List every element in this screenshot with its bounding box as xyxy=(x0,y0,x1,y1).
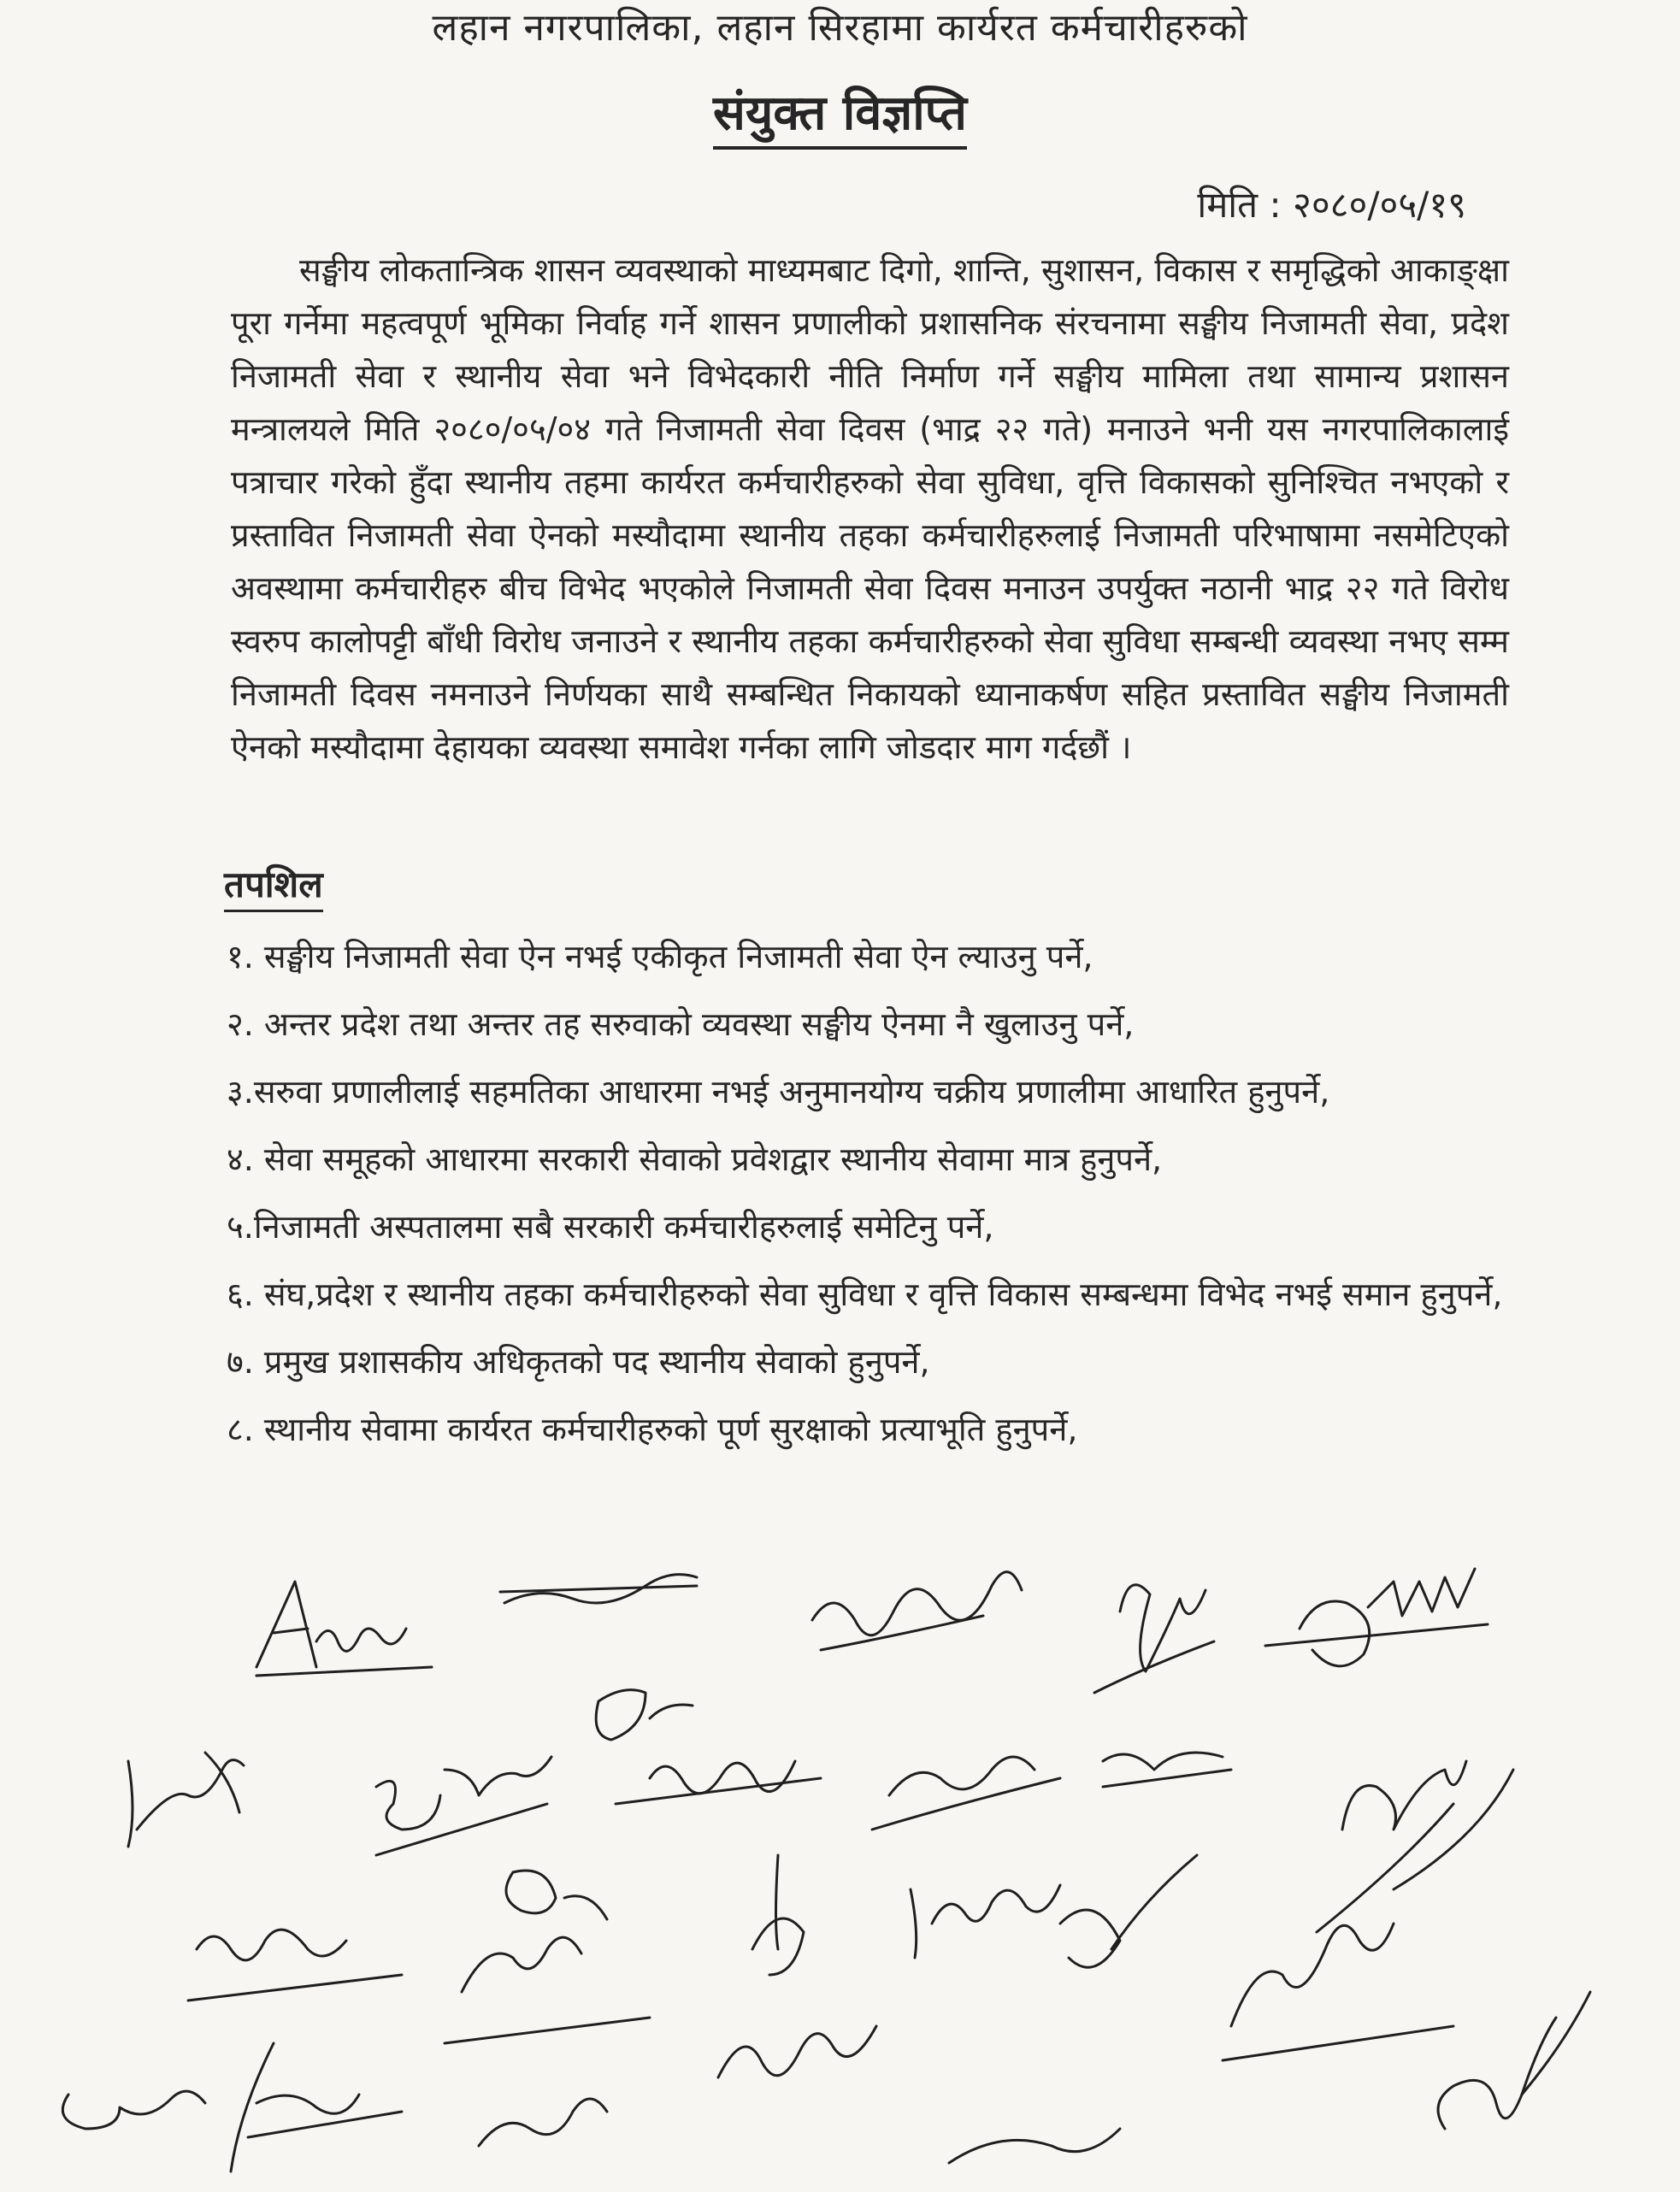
signature xyxy=(1438,1992,1590,2129)
handwritten-signatures xyxy=(0,1547,1680,2189)
signature xyxy=(718,2026,876,2077)
demand-item: ८. स्थानीय सेवामा कार्यरत कर्मचारीहरुको पूर्ण सुरक्षाको प्रत्याभूति हुनुपर्ने, xyxy=(227,1411,1078,1448)
signature xyxy=(231,2043,402,2171)
document-date: मिति : २०८०/०५/१९ xyxy=(1197,184,1466,226)
document-title-text: संयुक्त विज्ञप्ति xyxy=(713,85,967,150)
signature xyxy=(445,1937,650,2043)
demand-item: ४. सेवा समूहको आधारमा सरकारी सेवाको प्रवेशद्वार स्थानीय सेवामा मात्र हुनुपर्ने, xyxy=(227,1140,1163,1178)
demand-item: १. सङ्घीय निजामती सेवा ऐन नभई एकीकृत निजामती सेवा ऐन ल्याउनु पर्ने, xyxy=(227,938,1093,975)
signature xyxy=(62,2091,205,2129)
signature xyxy=(1223,1924,1453,2060)
signature xyxy=(1342,1761,1466,1830)
demand-item: २. अन्तर प्रदेश तथा अन्तर तह सरुवाको व्यवस्था सङ्घीय ऐनमा नै खुलाउनु पर्ने, xyxy=(227,1005,1135,1043)
signature xyxy=(1103,1753,1231,1787)
demands-list xyxy=(227,932,1518,1472)
signature xyxy=(752,1855,804,1975)
signature xyxy=(188,1930,402,2000)
signature xyxy=(256,1582,432,1676)
signature xyxy=(376,1757,551,1855)
organization-header: लहान नगरपालिका, लहान सिरहामा कार्यरत कर्मचारीहरुको xyxy=(432,6,1248,50)
signature xyxy=(1265,1569,1488,1666)
demand-item: ५.निजामती अस्पतालमा सबै सरकारी कर्मचारीहरुलाई समेटिनु पर्ने, xyxy=(227,1208,994,1246)
body-paragraph: सङ्घीय लोकतान्त्रिक शासन व्यवस्थाको माध्यमबाट दिगो, शान्ति, सुशासन, विकास र समृद्धिको आकाङ्क्षा पूरा गर्नेमा महत्वपूर्ण भूमिका निर्वाह गर्ने शासन प्रणालीको प्रशासनिक संरचनामा सङ्घीय निजामती सेवा, प्रदेश निजामती सेवा र स्थानीय सेवा भने विभेदकारी नीति निर्माण गर्ने सङ्घीय मामिला तथा सामान्य प्रशासन मन्त्रालयले मिति २०८०/०५/०४ गते निजामती सेवा दिवस (भाद्र २२ गते) मनाउने भनी यस नगरपालिकालाई पत्राचार गरेको हुँदा स्थानीय तहमा कार्यरत कर्मचारीहरुको सेवा सुविधा, वृत्ति विकासको सुनिश्चित नभएको र प्रस्तावित निजामती सेवा ऐनको मस्यौदामा स्थानीय तहका कर्मचारीहरुलाई निजामती परिभाषामा नसमेटिएको अवस्थामा कर्मचारीहरु बीच विभेद भएकोले निजामती सेवा दिवस मनाउन उपर्युक्त नठानी भाद्र २२ गते विरोध स्वरुप कालोपट्टी बाँधी विरोध जनाउने र स्थानीय तहका कर्मचारीहरुको सेवा सुविधा सम्बन्धी व्यवस्था नभए सम्म निजामती दिवस नमनाउने निर्णयका साथै सम्बन्धित निकायको ध्यानाकर्षण सहित प्रस्तावित सङ्घीय निजामती ऐनको मस्यौदामा देहायका व्यवस्था समावेश गर्नका लागि जोडदार माग गर्दछौं । xyxy=(231,251,1509,766)
signatures-area xyxy=(0,1547,1680,2189)
signature xyxy=(596,1690,693,1740)
demand-item: ७. प्रमुख प्रशासकीय अधिकृतको पद स्थानीय सेवाको हुनुपर्ने, xyxy=(227,1343,930,1381)
signature xyxy=(949,2129,1120,2163)
signature xyxy=(872,1757,1060,1830)
demand-item: ६. संघ,प्रदेश र स्थानीय तहका कर्मचारीहरुको सेवा सुविधा र वृत्ति विकास सम्बन्धमा विभेद नभई समान हुनुपर्ने, xyxy=(227,1276,1503,1313)
signature xyxy=(812,1572,1022,1650)
signature xyxy=(500,1575,697,1603)
signature xyxy=(1094,1585,1214,1693)
signature xyxy=(1060,1855,1197,1967)
demand-item: ३.सरुवा प्रणालीलाई सहमतिका आधारमा नभई अनुमानयोग्य चक्रीय प्रणालीमा आधारित हुनुपर्ने, xyxy=(227,1073,1330,1111)
signature xyxy=(911,1885,1060,1958)
signature xyxy=(479,2099,607,2146)
signature xyxy=(506,1871,607,1919)
signature xyxy=(616,1761,821,1804)
signature xyxy=(128,1753,244,1847)
document-title xyxy=(0,79,1680,144)
tapshil-heading: तपशिल xyxy=(224,859,323,912)
